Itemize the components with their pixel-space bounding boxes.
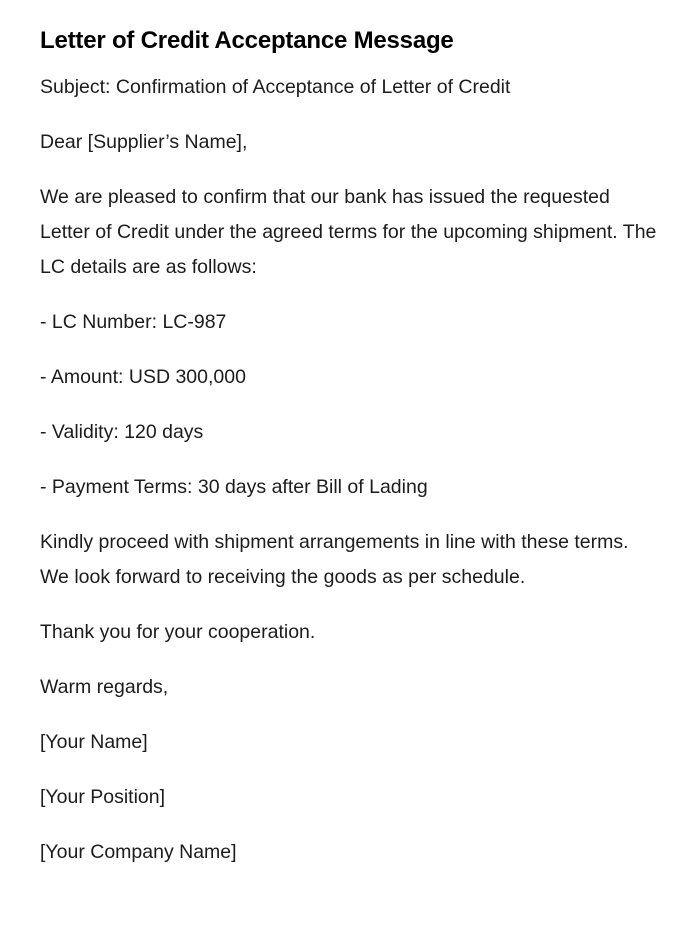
intro-paragraph: We are pleased to confirm that our bank has issued the requested Letter of Credit under the agreed terms for the upcoming shipment. The LC details are as follows: bbox=[40, 186, 657, 278]
signature-name: [Your Name] bbox=[40, 731, 148, 753]
signature-position: [Your Position] bbox=[40, 786, 166, 808]
detail-amount: - Amount: USD 300,000 bbox=[40, 366, 246, 388]
detail-validity: - Validity: 120 days bbox=[40, 421, 204, 443]
closing-line: Warm regards, bbox=[40, 676, 169, 698]
detail-lc-number: - LC Number: LC-987 bbox=[40, 311, 227, 333]
body-paragraph: Kindly proceed with shipment arrangements in line with these terms. We look forward to receiving the goods as per schedule. bbox=[40, 531, 629, 588]
detail-payment-terms: - Payment Terms: 30 days after Bill of Lading bbox=[40, 476, 428, 498]
thanks-line: Thank you for your cooperation. bbox=[40, 621, 316, 643]
document-title: Letter of Credit Acceptance Message bbox=[40, 27, 454, 54]
signature-company: [Your Company Name] bbox=[40, 841, 237, 863]
subject-line: Subject: Confirmation of Acceptance of Letter of Credit bbox=[40, 76, 511, 98]
greeting: Dear [Supplier’s Name], bbox=[40, 131, 248, 153]
